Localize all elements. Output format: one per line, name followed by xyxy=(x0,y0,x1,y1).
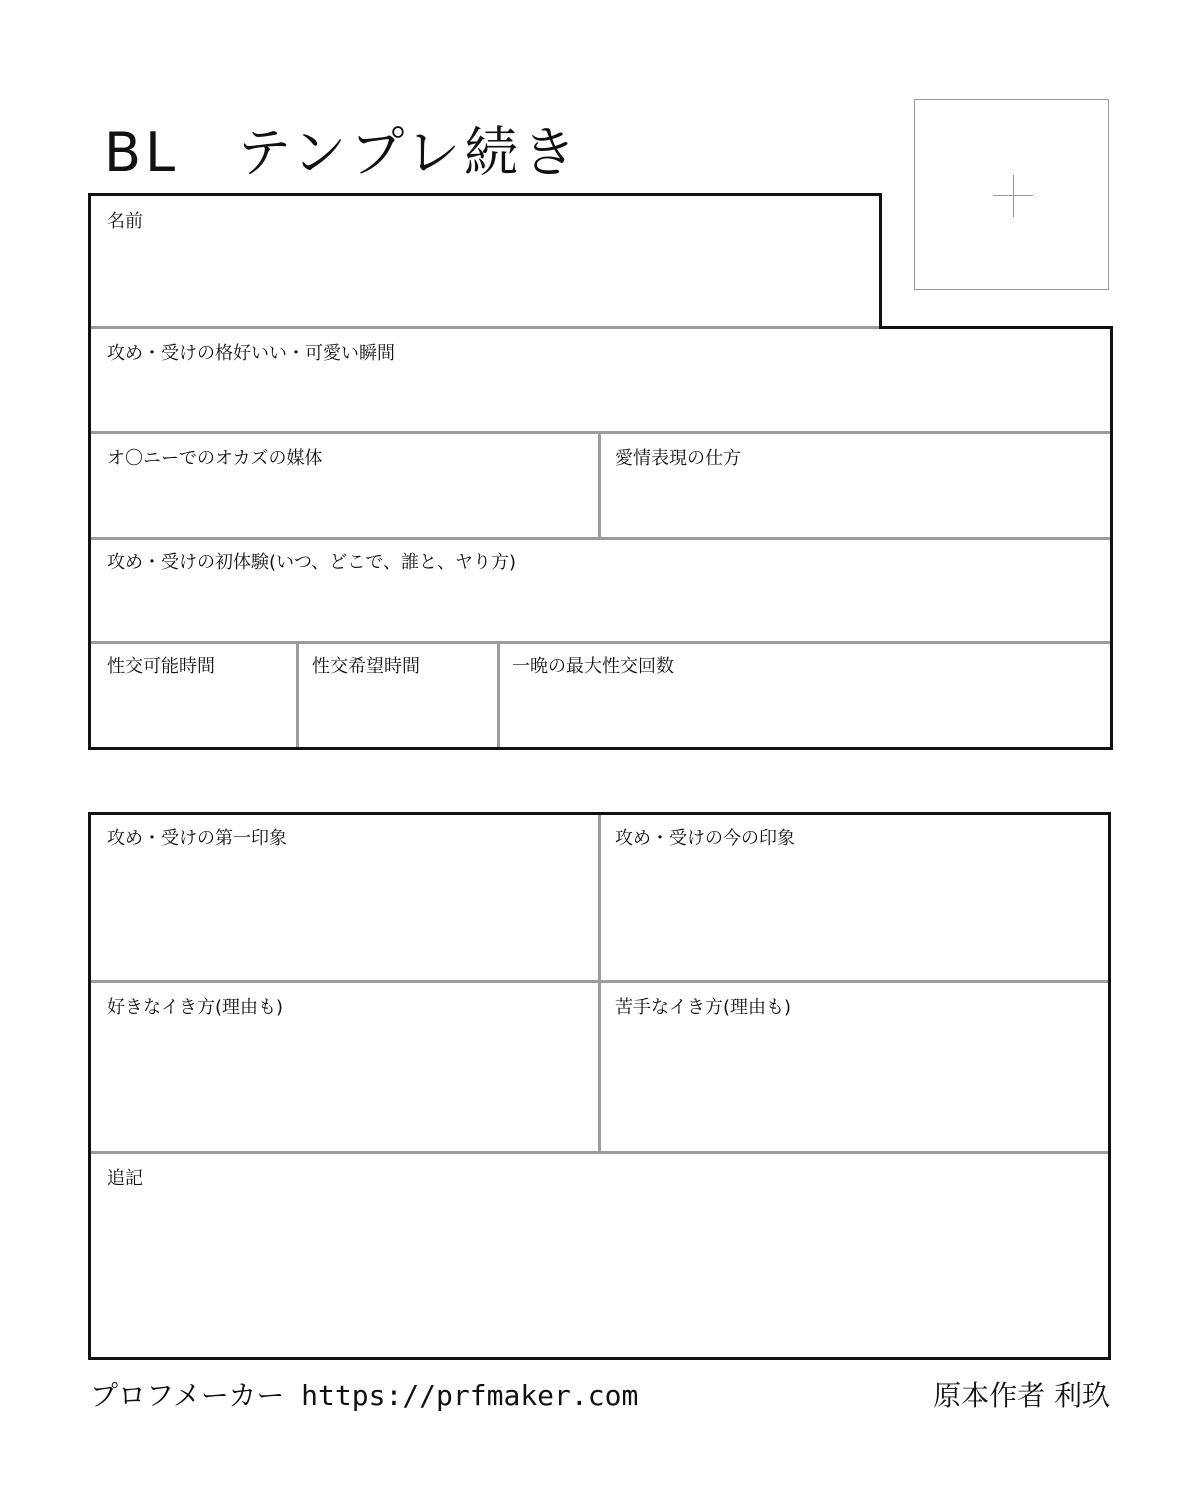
field-current-impression: 攻め・受けの今の印象 xyxy=(615,828,795,849)
field-disliked-way: 苦手なイき方(理由も) xyxy=(615,997,792,1018)
page-title: BL テンプレ続き xyxy=(104,121,581,184)
field-name: 名前 xyxy=(107,211,143,232)
photo-placeholder[interactable] xyxy=(914,99,1109,290)
field-desired-time: 性交希望時間 xyxy=(312,656,420,677)
field-favorite-way: 好きなイき方(理由も) xyxy=(107,997,284,1018)
field-max-count: 一晩の最大性交回数 xyxy=(512,656,674,677)
footer-author: 原本作者 利玖 xyxy=(933,1379,1110,1412)
field-possible-time: 性交可能時間 xyxy=(107,656,215,677)
footer-maker-link[interactable]: プロフメーカー https://prfmaker.com xyxy=(90,1379,639,1412)
field-first-impression: 攻め・受けの第一印象 xyxy=(107,828,287,849)
field-affection-expression: 愛情表現の仕方 xyxy=(615,448,741,469)
field-first-experience: 攻め・受けの初体験(いつ、どこで、誰と、ヤり方) xyxy=(107,552,516,573)
field-masturbation-media: オ〇ニーでのオカズの媒体 xyxy=(107,448,323,469)
field-notes: 追記 xyxy=(107,1168,143,1189)
field-cool-cute-moment: 攻め・受けの格好いい・可愛い瞬間 xyxy=(107,343,395,364)
